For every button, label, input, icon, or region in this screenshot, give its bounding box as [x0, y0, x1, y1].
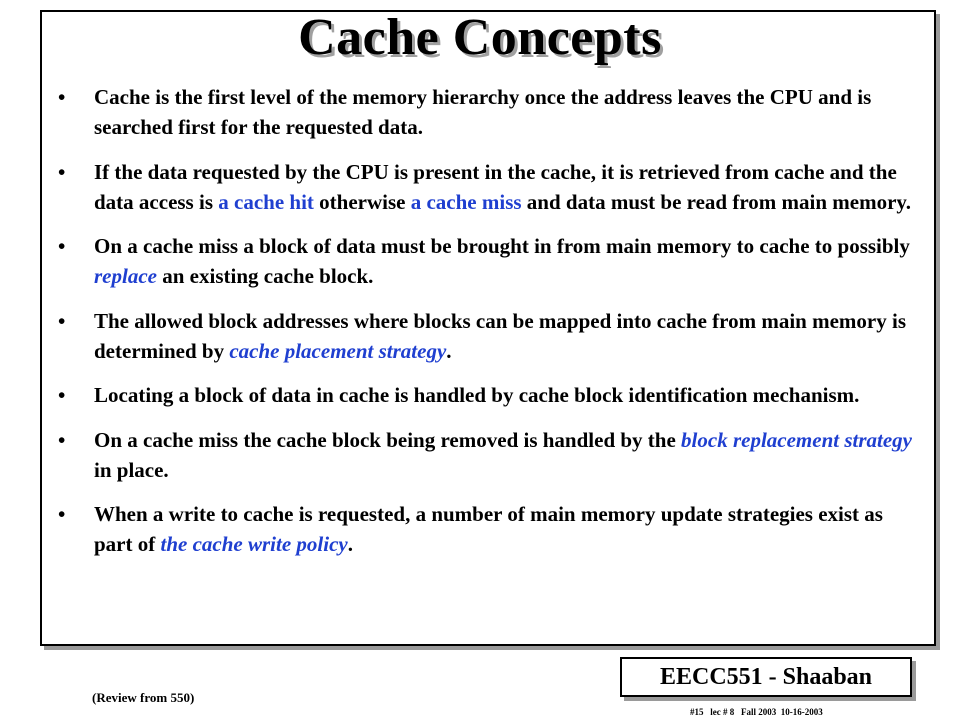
highlighted-term: a cache miss [410, 189, 522, 214]
bullet-marker: • [58, 308, 66, 333]
bullet-item [58, 306, 916, 366]
bullet-list [58, 82, 916, 574]
bullet-item [58, 231, 916, 291]
course-badge: EECC551 - Shaaban [620, 657, 912, 697]
highlighted-term: the cache write policy [160, 532, 348, 556]
bullet-text: If the data requested by the CPU is present in the cache, it is retrieved from cache and the data access is [94, 159, 897, 214]
bullet-marker: • [58, 234, 66, 258]
slide-title: Cache Concepts [298, 9, 662, 66]
bullet-marker: • [58, 383, 66, 407]
bullet-text: an existing cache block. [156, 264, 374, 288]
bullet-item [58, 499, 916, 559]
bullet-text: Locating a block of data in cache is handled by cache block identification mechanism. [94, 383, 860, 407]
bullet-text: otherwise [313, 189, 411, 214]
bullet-text: On a cache miss the cache block being removed is handled by the [94, 427, 682, 452]
bullet-marker: • [58, 427, 66, 452]
highlighted-term: cache placement strategy [229, 338, 447, 363]
bullet-text: and data must be read from main memory. [521, 189, 912, 214]
bullet-text: The allowed block addresses where blocks can be mapped into cache from main memory is determined by [94, 308, 906, 363]
bullet-marker: • [58, 159, 66, 184]
review-note: (Review from 550) [92, 690, 195, 705]
bullet-text: . [347, 532, 353, 556]
bullet-text: When a write to cache is requested, a number of main memory update strategies exist as part of [94, 502, 883, 556]
bullet-text: . [446, 338, 452, 363]
highlighted-term: block replacement strategy [681, 427, 912, 452]
bullet-item [58, 157, 916, 217]
bullet-text: On a cache miss a block of data must be brought in from main memory to cache to possibly [94, 234, 910, 258]
bullet-text: in place. [94, 457, 169, 482]
bullet-marker: • [58, 502, 66, 526]
highlighted-term: replace [94, 264, 157, 288]
bullet-marker: • [58, 85, 66, 109]
bullet-text: Cache is the first level of the memory hierarchy once the address leaves the CPU and is searched first for the requested data. [94, 85, 872, 139]
footer-info: #15 lec # 8 Fall 2003 10-16-2003 [690, 707, 823, 717]
bullet-item [58, 380, 916, 410]
bullet-item [58, 82, 916, 142]
highlighted-term: a cache hit [218, 189, 314, 214]
bullet-item [58, 425, 916, 485]
